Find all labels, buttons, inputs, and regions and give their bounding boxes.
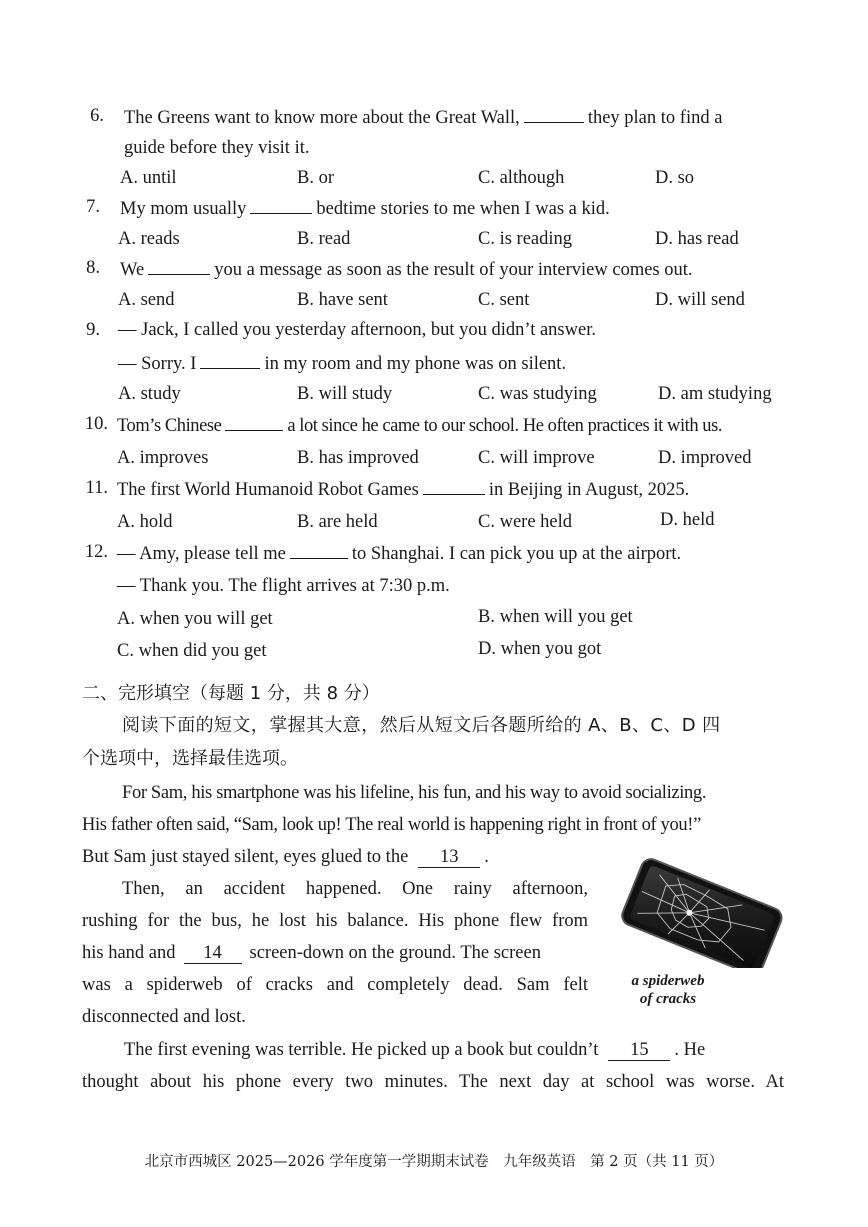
passage-line: His father often said, “Sam, look up! The real world is happening right in front of you!”: [82, 815, 701, 835]
cloze-gap-14: 14: [184, 943, 242, 964]
option-b: B. or: [297, 168, 334, 188]
option-b: B. have sent: [297, 290, 388, 310]
section-instruction: 个选项中，选择最佳选项。: [82, 748, 298, 769]
question-stem: We: [120, 260, 145, 280]
question-stem: — Jack, I called you yesterday afternoon, but you didn’t answer.: [118, 320, 596, 340]
question-number: 8.: [86, 258, 100, 278]
option-b: B. read: [297, 229, 351, 249]
passage-line: Then, an accident happened. One rainy afternoon,: [122, 879, 588, 899]
question-stem: guide before they visit it.: [124, 138, 310, 158]
passage-line: rushing for the bus, he lost his balance. His phone flew from: [82, 911, 588, 931]
option-c: C. were held: [478, 512, 573, 532]
image-caption: a spiderweb of cracks: [631, 973, 705, 1007]
option-a: A. send: [118, 290, 175, 310]
question-stem: The first World Humanoid Robot Games: [117, 480, 419, 500]
passage-line: disconnected and lost.: [82, 1007, 246, 1027]
section-instruction: 阅读下面的短文，掌握其大意，然后从短文后各题所给的 A、B、C、D 四: [122, 715, 721, 736]
option-a: A. when you will get: [117, 609, 273, 629]
answer-blank: [225, 412, 283, 431]
option-a: A. study: [118, 384, 181, 404]
option-b: B. will study: [297, 384, 393, 404]
question-stem: — Amy, please tell me: [117, 544, 286, 564]
passage-line: was a spiderweb of cracks and completely dead. Sam felt: [82, 975, 588, 995]
question-number: 6.: [90, 106, 104, 126]
page-footer: 北京市西城区 2025—2026 学年度第一学期期末试卷 九年级英语 第 2 页（共 11 页）: [144, 1154, 724, 1170]
option-b: B. are held: [297, 512, 378, 532]
answer-blank: [423, 476, 485, 495]
option-d: D. when you got: [478, 639, 602, 659]
answer-blank: [250, 195, 312, 214]
option-c: C. was studying: [478, 384, 597, 404]
cloze-gap-13: 13: [418, 847, 480, 868]
option-a: A. reads: [118, 229, 180, 249]
passage-line: thought about his phone every two minutes. The next day at school was worse. At: [82, 1072, 784, 1092]
question-stem: My mom usually: [120, 199, 247, 219]
question-stem: — Sorry. I: [118, 354, 197, 374]
answer-blank: [524, 104, 584, 123]
option-a: A. until: [120, 168, 177, 188]
question-stem: — Thank you. The flight arrives at 7:30 p.m.: [117, 576, 450, 596]
question-stem: in my room and my phone was on silent.: [264, 354, 567, 374]
option-d: D. has read: [655, 229, 739, 249]
option-d: D. held: [660, 510, 715, 530]
option-c: C. will improve: [478, 448, 595, 468]
passage-line: his hand and: [82, 943, 176, 963]
question-number: 12.: [84, 542, 108, 562]
option-c: C. when did you get: [117, 641, 267, 661]
question-number: 11.: [85, 478, 108, 498]
question-stem: The Greens want to know more about the Great Wall,: [124, 108, 520, 128]
question-stem: a lot since he came to our school. He often practices it with us.: [287, 416, 723, 436]
question-stem: to Shanghai. I can pick you up at the airport.: [351, 544, 682, 564]
cracked-phone-image: [608, 858, 788, 968]
passage-line: screen-down on the ground. The screen: [249, 943, 541, 963]
answer-blank: [200, 350, 260, 369]
answer-blank: [290, 540, 348, 559]
option-d: D. improved: [658, 448, 752, 468]
option-b: B. has improved: [297, 448, 419, 468]
exam-page: 6. The Greens want to know more about the Great Wall, they plan to find a guide before they visit it. A. until B. or C. although D. so 7. My mom usually bedtime stories to me when I was a kid. A. reads B. read C. is reading D. has read 8. We you a message as soon as the result of your interview comes out. A. send B. have sent C. sent D. will send 9. — Jack, I called you yesterday afternoon, but you didn’t answer. — Sorry. I in my room and my phone was on silent. A. study B. will study C. was studying D. am studying 10. Tom’s Chinese a lot since he came to our school. He often practices it with us. A. improves B. has improved C. will improve D. improved 11. The first World Humanoid Robot Games in Beijing in August, 2025. A. hold B. are held C. were held D. held 12. — Amy, please tell me to Shanghai. I can pick you up at the airport. — Thank you. The flight arrives at 7:30 p.m. A. when you will get B. when will you get C. when did you get D. when you got 二、完形填空（每题 1 分，共 8 分） 阅读下面的短文，掌握其大意，然后从短文后各题所给的 A、B、C、D 四 个选项中，选择最佳选项。 For Sam, his smartphone was his lifeline, his fun, and his way to avoid socializing. His father often said, “Sam, look up! The real world is happening right in front of you!” But Sam just stayed silent, eyes glued to the 13 . Then, an accident happened. One rainy afternoon, rushing for the bus, he lost his balance. His phone flew from his hand and 14 screen-down on the ground. The screen was a spiderweb of cracks and completely dead. Sam felt disconnected and lost. a spiderweb of cracks The first evening was terrible. He picked up a book but couldn’t 15 . He thought about his phone every two minutes. The next day at school was worse. At 北京市西城区 2025—2026 学年度第一学期期末试卷 九年级英语 第 2 页（共 11 页）: [0, 0, 868, 1227]
section-heading: 二、完形填空（每题 1 分，共 8 分）: [82, 683, 380, 704]
option-a: A. improves: [117, 448, 209, 468]
cloze-gap-15: 15: [608, 1040, 670, 1061]
answer-blank: [148, 256, 210, 275]
option-b: B. when will you get: [478, 607, 633, 627]
option-a: A. hold: [117, 512, 173, 532]
question-stem: bedtime stories to me when I was a kid.: [316, 199, 610, 219]
option-d: D. so: [655, 168, 695, 188]
question-number: 10.: [84, 414, 108, 434]
question-stem: you a message as soon as the result of your interview comes out.: [214, 260, 693, 280]
option-c: C. sent: [478, 290, 530, 310]
question-stem: they plan to find a: [587, 108, 723, 128]
question-number: 7.: [86, 197, 100, 217]
option-d: D. am studying: [658, 384, 772, 404]
passage-line: The first evening was terrible. He picked up a book but couldn’t: [124, 1040, 599, 1060]
passage-line: But Sam just stayed silent, eyes glued to the: [82, 847, 409, 867]
option-c: C. although: [478, 168, 565, 188]
passage-line: For Sam, his smartphone was his lifeline, his fun, and his way to avoid socializing.: [122, 783, 707, 803]
question-stem: in Beijing in August, 2025.: [488, 480, 690, 500]
question-number: 9.: [86, 320, 100, 340]
option-d: D. will send: [655, 290, 745, 310]
option-c: C. is reading: [478, 229, 573, 249]
question-stem: Tom’s Chinese: [117, 416, 222, 436]
